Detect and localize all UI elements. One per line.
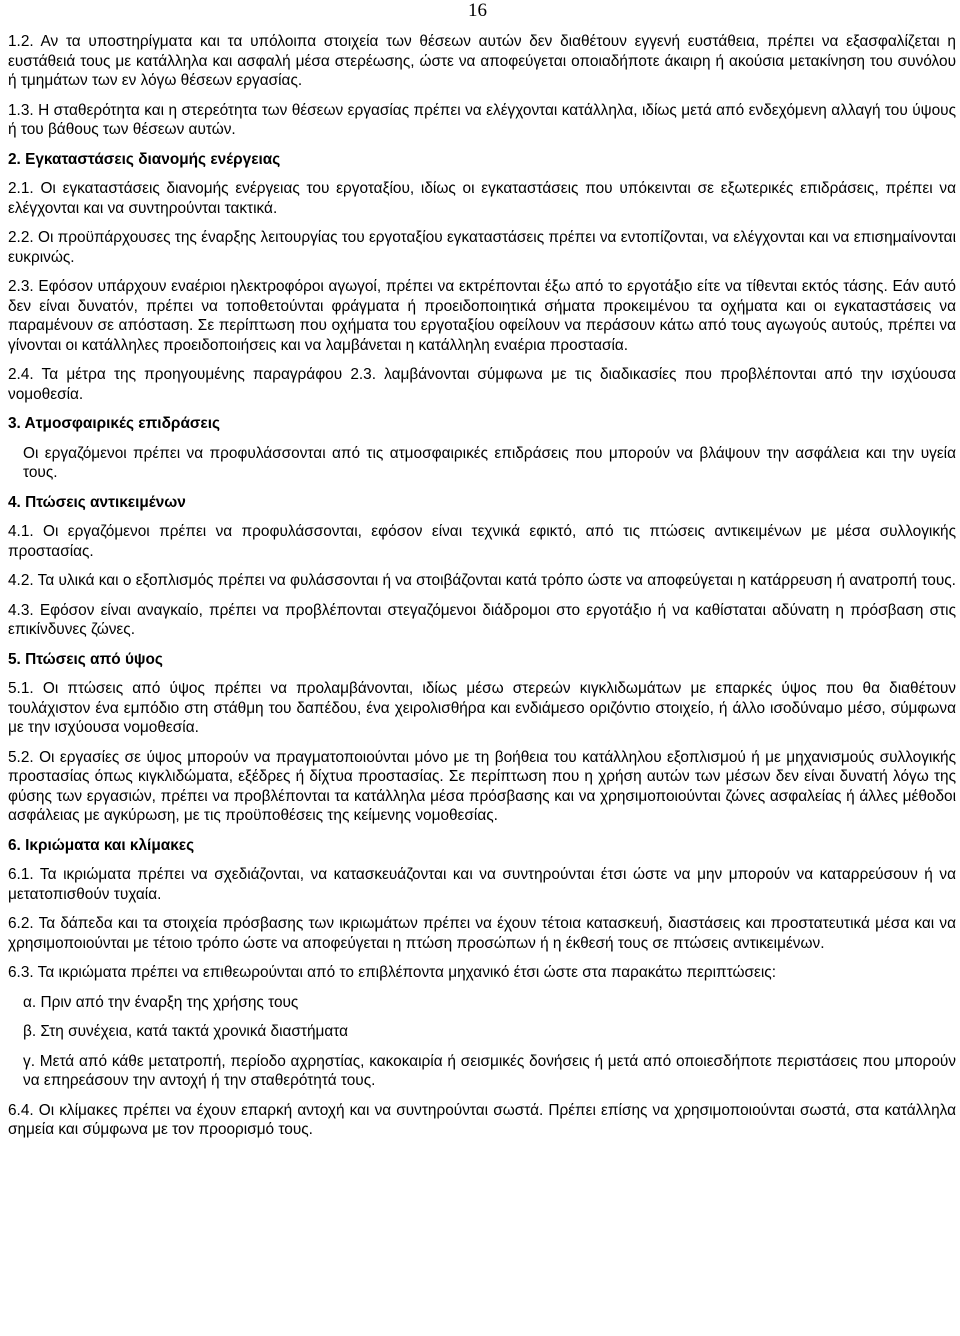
- paragraph: 5.1. Οι πτώσεις από ύψος πρέπει να προλαμβάνονται, ιδίως μέσω στερεών κιγκλιδωμάτων με επαρκές ύψος που θα διαθέτουν τουλάχιστον ένα εμπόδιο στη στάθμη του δαπέδου, ένα χειρολισθήρα και ενδιάμεσο οριζόντιο στοιχείο, ή άλλο ισοδύναμο μέσο, σύμφωνα με την ισχύουσα νομοθεσία.: [8, 680, 956, 736]
- paragraph: 5.2. Οι εργασίες σε ύψος μπορούν να πραγματοποιούνται μόνο με τη βοήθεια του κατάλληλου εξοπλισμού ή με μηχανισμούς συλλογικής προστασίας όπως κιγκλιδώματα, εξέδρες ή δίχτυα προστασίας. Σε περίπτωση που η χρήση αυτών των μέσων δεν είναι δυνατή λόγω της φύσης των εργασιών, πρέπει να προβλέπονται τα κατάλληλα μέσα πρόσβασης και να χρησιμοποιούνται ζώνες ασφαλείας ή άλλες μέθοδοι ασφάλειας με αγκύρωση, με τις προϋποθέσεις της κείμενης νομοθεσίας.: [8, 748, 956, 824]
- section-heading: 5. Πτώσεις από ύψος: [8, 650, 163, 668]
- paragraph: 4.1. Οι εργαζόμενοι πρέπει να προφυλάσσονται, εφόσον είναι τεχνικά εφικτό, από τις πτώσεις αντικειμένων με μέσα συλλογικής προστασίας.: [8, 523, 956, 560]
- section-heading: 6. Ικριώματα και κλίμακες: [8, 836, 195, 854]
- paragraph: 2.1. Οι εγκαταστάσεις διανομής ενέργειας του εργοταξίου, ιδίως οι εγκαταστάσεις που υπόκεινται σε εξωτερικές επιδράσεις, πρέπει να ελέγχονται και να συντηρούνται τακτικά.: [8, 180, 956, 217]
- section-heading: 2. Εγκαταστάσεις διανομής ενέργειας: [8, 150, 281, 168]
- paragraph: 6.4. Οι κλίμακες πρέπει να έχουν επαρκή αντοχή και να συντηρούνται σωστά. Πρέπει επίσης να χρησιμοποιούνται σωστά, στα κατάλληλα σημεία και σύμφωνα με τον προορισμό τους.: [8, 1101, 956, 1138]
- section-heading: 3. Ατμοσφαιρικές επιδράσεις: [8, 415, 221, 432]
- paragraph: 2.4. Τα μέτρα της προηγουμένης παραγράφου 2.3. λαμβάνονται σύμφωνα με τις διαδικασίες που προβλέπονται από την ισχύουσα νομοθεσία.: [8, 366, 956, 403]
- list-item: β. Στη συνέχεια, κατά τακτά χρονικά διαστήματα: [23, 1023, 349, 1040]
- paragraph: 6.1. Τα ικριώματα πρέπει να σχεδιάζονται, να κατασκευάζονται και να συντηρούνται έτσι ώστε να μην μπορούν να καταρρεύσουν ή να μετατοπισθούν τυχαία.: [8, 866, 956, 903]
- paragraph: 1.3. Η σταθερότητα και η στερεότητα των θέσεων εργασίας πρέπει να ελέγχονται κατάλληλα, ιδίως μετά από ενδεχόμενη αλλαγή του ύψους ή του βάθους των θέσεων αυτών.: [8, 101, 956, 138]
- list-item: α. Πριν από την έναρξη της χρήσης τους: [23, 993, 299, 1011]
- paragraph: 1.2. Αν τα υποστηρίγματα και τα υπόλοιπα στοιχεία των θέσεων αυτών δεν διαθέτουν εγγενή ευστάθεια, πρέπει να εξασφαλίζεται η ευστάθειά τους με κατάλληλα και ασφαλή μέσα στερέωσης, ώστε να αποφεύγεται οποιαδήποτε άκαιρη ή ακούσια μετακίνηση του συνόλου ή τμημάτων των εν λόγω θέσεων εργασίας.: [8, 33, 956, 89]
- paragraph: 4.3. Εφόσον είναι αναγκαίο, πρέπει να προβλέπονται στεγαζόμενοι διάδρομοι στο εργοτάξιο ή να καθίσταται αδύνατη η πρόσβαση στις επικίνδυνες ζώνες.: [8, 601, 956, 638]
- document-body: [8, 32, 956, 1150]
- page-number: 16: [468, 0, 487, 21]
- paragraph: 2.3. Εφόσον υπάρχουν εναέριοι ηλεκτροφόροι αγωγοί, πρέπει να εκτρέπονται έξω από το εργοτάξιο είτε να τίθενται εκτός τάσης. Εάν αυτό δεν είναι δυνατόν, πρέπει να τοποθετούνται φράγματα ή προειδοποιητικά σήματα προκειμένου τα οχήματα και οι εγκαταστάσεις να παραμένουν σε απόσταση. Σε περίπτωση που οχήματα του εργοταξίου οφείλουν να περάσουν κάτω από τους αγωγούς αυτούς, πρέπει να γίνονται οι κατάλληλες προειδοποιήσεις και να λαμβάνεται η κατάλληλη εναέρια προστασία.: [8, 278, 956, 354]
- paragraph: 6.3. Τα ικριώματα πρέπει να επιθεωρούνται από το επιβλέποντα μηχανικό έτσι ώστε στα παρακάτω περιπτώσεις:: [8, 964, 776, 981]
- paragraph: Οι εργαζόμενοι πρέπει να προφυλάσσονται από τις ατμοσφαιρικές επιδράσεις που μπορούν να βλάψουν την ασφάλεια και την υγεία τους.: [23, 444, 956, 481]
- list-item: γ. Μετά από κάθε μετατροπή, περίοδο αχρηστίας, κακοκαιρία ή σεισμικές δονήσεις ή μετά από οποιεσδήποτε περιστάσεις που μπορούν να επηρεάσουν την αντοχή ή την σταθερότητά τους.: [23, 1052, 956, 1089]
- paragraph: 6.2. Τα δάπεδα και τα στοιχεία πρόσβασης των ικριωμάτων πρέπει να έχουν τέτοια κατασκευή, διαστάσεις και προστατευτικά μέσα και να χρησιμοποιούνται με τέτοιο τρόπο ώστε να αποφεύγεται η πτώση προσώπων ή η έκθεσή τους σε πτώσεις αντικειμένων.: [8, 915, 956, 952]
- section-heading: 4. Πτώσεις αντικειμένων: [8, 493, 186, 511]
- paragraph: 2.2. Οι προϋπάρχουσες της έναρξης λειτουργίας του εργοταξίου εγκαταστάσεις πρέπει να εντοπίζονται, να ελέγχονται και να επισημαίνονται ευκρινώς.: [8, 229, 956, 266]
- paragraph: 4.2. Τα υλικά και ο εξοπλισμός πρέπει να φυλάσσονται ή να στοιβάζονται κατά τρόπο ώστε να αποφεύγεται η κατάρρευση ή ανατροπή τους.: [8, 572, 956, 589]
